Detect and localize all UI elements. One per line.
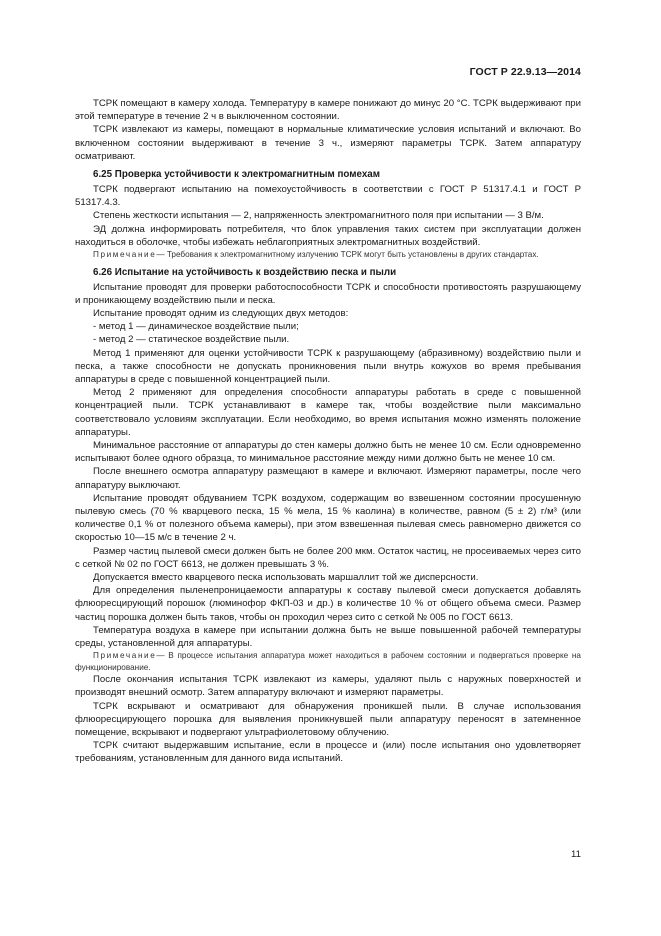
list-item: - метод 1 — динамическое воздействие пыли; <box>93 321 299 333</box>
paragraph: Метод 2 применяют для определения способности аппаратуры работать в среде с повышенной концентрацией пыли. ТСРК устанавливают в камере так, чтобы воздействие пыли максимально соответствовало условиям эксплуатации. Если необходимо, во время испытания можно изменять положение аппаратуры. <box>75 387 581 438</box>
paragraph: ТСРК подвергают испытанию на помехоустойчивость в соответствии с ГОСТ Р 51317.4.1 и ГОСТ Р 51317.4.3. <box>75 184 581 209</box>
paragraph: Степень жесткости испытания — 2, напряженность электромагнитного поля при испытании — 3 В/м. <box>93 210 544 222</box>
section-heading-6-25: 6.25 Проверка устойчивости к электромагнитным помехам <box>93 169 380 181</box>
paragraph: ТСРК вскрывают и осматривают для обнаружения проникшей пыли. В случае использования флюоресцирующего порошка для выявления проникнувшей пыли аппаратуру переносят в затемненное помещение, вскрывают и подвергают ультрафиолетовому облучению. <box>75 700 581 739</box>
page-number: 11 <box>571 849 581 860</box>
paragraph: Минимальное расстояние от аппаратуры до стен камеры должно быть не менее 10 см. Если одновременно испытывают более одного образца, то минимальное расстояние между ними должно быть не менее 10 см. <box>75 439 581 465</box>
section-heading-6-26: 6.26 Испытание на устойчивость к воздействию песка и пыли <box>93 266 397 278</box>
paragraph: ТСРК считают выдержавшим испытание, если в процессе и (или) после испытания оно удовлетворяет требованиям, установленным для данного вида испытаний. <box>75 740 581 765</box>
page-content <box>75 97 581 766</box>
note-label: Примечание <box>93 250 157 260</box>
paragraph: ТСРК помещают в камеру холода. Температуру в камере понижают до минус 20 °С. ТСРК выдерживают при этой температуре в течение 2 ч в выключенном состоянии. <box>75 98 581 123</box>
note-text: — Требования к электромагнитному излучению ТСРК могут быть установлены в других стандартах. <box>156 250 539 260</box>
note-label: Примечание <box>93 651 157 661</box>
paragraph: После внешнего осмотра аппаратуру размещают в камере и включают. Измеряют параметры, после чего аппаратуру выключают. <box>75 466 581 491</box>
note-text: — В процессе испытания аппаратура может находиться в рабочем состоянии и подвергаться проверке на функционирование. <box>75 651 581 672</box>
paragraph: ТСРК извлекают из камеры, помещают в нормальные климатические условия испытаний и включают. Во включенном состоянии выдерживают в течение 3 ч., измеряют параметры ТСРК. Затем аппаратуру осматривают. <box>75 124 581 162</box>
document-id-header: ГОСТ Р 22.9.13—2014 <box>469 66 581 78</box>
paragraph: Допускается вместо кварцевого песка использовать маршаллит той же дисперсности. <box>93 572 479 583</box>
paragraph: Для определения пыленепроницаемости аппаратуры к составу пылевой смеси допускается добавлять флюоресцирующий порошок (люминофор ФКП-03 и др.) в количестве 10 % от общего объема смеси. Размер частиц порошка должен быть таков, чтобы он проходил через сито с сеткой № 005 по ГОСТ 6613. <box>75 585 581 623</box>
paragraph: ЭД должна информировать потребителя, что блок управления таких систем при эксплуатации должен находиться в оболочке, чтобы избежать неблагоприятных электромагнитных воздействий. <box>75 223 581 248</box>
paragraph: Испытание проводят обдуванием ТСРК воздухом, содержащим во взвешенном состоянии просушенную пылевую смесь (70 % кварцевого песка, 15 % мела, 15 % каолина) в количестве, равном (5 ± 2) г/м³ (или количестве 0,1 % от полезного объема камеры), при этом взвешенная пылевая смесь равномерно движется со скоростью 10—15 м/с в течение 2 ч. <box>75 492 581 544</box>
list-item: - метод 2 — статическое воздействие пыли. <box>93 334 290 346</box>
note <box>75 249 581 261</box>
paragraph: Испытание проводят одним из следующих двух методов: <box>93 307 349 319</box>
paragraph: Размер частиц пылевой смеси должен быть не более 200 мкм. Остаток частиц, не просеиваемых через сито с сеткой № 02 по ГОСТ 6613, не должен превышать 3 %. <box>75 545 581 570</box>
paragraph: После окончания испытания ТСРК извлекают из камеры, удаляют пыль с наружных поверхностей и производят внешний осмотр. Затем аппаратуру включают и измеряют параметры. <box>75 674 581 699</box>
paragraph: Испытание проводят для проверки работоспособности ТСРК и способности противостоять разрушающему и проникающему воздействию пыли и песка. <box>75 281 581 306</box>
paragraph: Метод 1 применяют для оценки устойчивости ТСРК к разрушающему (абразивному) воздействию пыли и песка, а также способности не допускать проникновения пыли внутрь кожухов во время пребывания аппаратуры в среде с повышенной концентрацией пыли. <box>75 347 581 385</box>
paragraph: Температура воздуха в камере при испытании должна быть не выше повышенной рабочей температуры среды, установленной для аппаратуры. <box>75 624 581 650</box>
note <box>75 650 581 673</box>
